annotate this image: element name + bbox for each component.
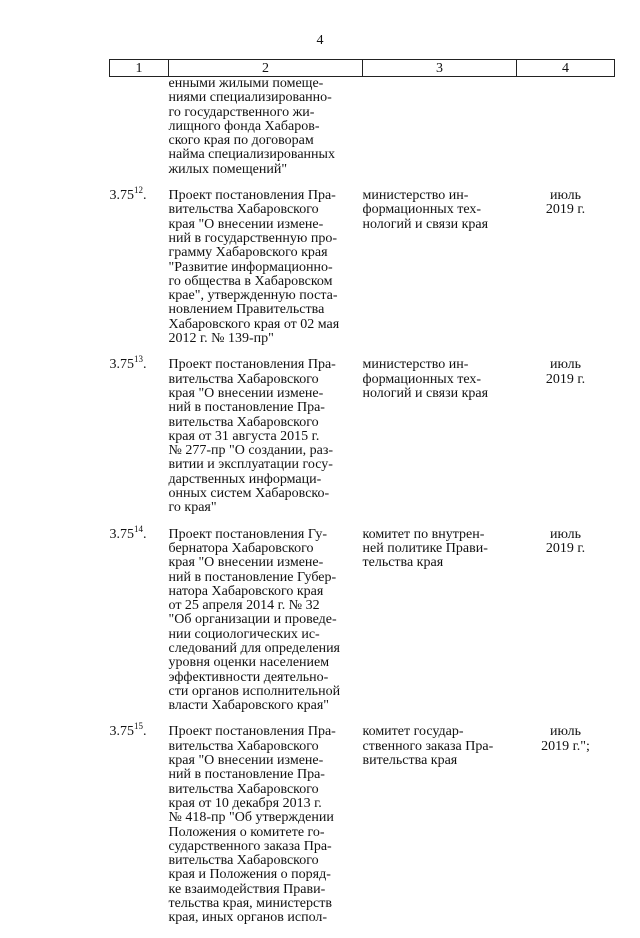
description-line: ний в постановление Пра-: [168, 767, 325, 783]
deadline-line: 2019 г.: [545, 202, 586, 218]
description-line: найма специализированных: [168, 147, 335, 163]
description-line: го государственного жи-: [168, 104, 315, 120]
description-line: края "О внесении измене-: [168, 216, 324, 232]
item-number: [109, 354, 169, 527]
description-line: нии социологических ис-: [168, 626, 320, 642]
description-line: грамму Хабаровского края: [168, 245, 328, 261]
description-line: края "О внесении измене-: [168, 385, 324, 401]
item-number-base: 3.75: [109, 357, 134, 373]
description-line: жилых помещений": [168, 161, 288, 177]
responsible-line: вительства края: [362, 753, 458, 769]
description-line: онных систем Хабаровско-: [168, 486, 330, 502]
responsible-line: нологий и связи края: [362, 216, 489, 232]
item-number-base: 3.75: [109, 526, 134, 542]
table-row: [110, 725, 615, 937]
description-line: края, иных органов испол-: [168, 910, 328, 926]
item-number-suffix: .: [143, 357, 147, 373]
item-number-superscript: 15: [134, 721, 143, 732]
item-number: [109, 721, 169, 937]
description-line: № 418-пр "Об утверждении: [168, 810, 334, 826]
description-line: го общества в Хабаровском: [168, 273, 333, 289]
description-line: ний в постановление Губер-: [168, 569, 337, 585]
item-deadline: [517, 725, 615, 937]
description-line: эффективности деятельно-: [168, 669, 329, 685]
description-line: тельства края, министерств: [168, 896, 332, 912]
continuation-resp-cell: [363, 77, 517, 190]
description-line: края от 31 августа 2015 г.: [168, 428, 320, 444]
description-line: дарственных информаци-: [168, 471, 322, 487]
responsible-line: ней политике Прави-: [362, 540, 488, 556]
continuation-description: [169, 77, 363, 190]
column-header-1: 1: [110, 60, 169, 77]
item-number-base: 3.75: [109, 188, 134, 204]
item-number-base: 3.75: [109, 724, 134, 740]
deadline-line: июль: [550, 526, 581, 542]
description-line: Положения о комитете го-: [168, 824, 325, 840]
description-line: ского края по договорам: [168, 133, 314, 149]
description-line: лищного фонда Хабаров-: [168, 118, 320, 134]
description-line: вительства Хабаровского: [168, 414, 319, 430]
description-line: енными жилыми помеще-: [168, 76, 324, 91]
deadline-line: 2019 г.: [545, 371, 586, 387]
description-line: края "О внесении измене-: [168, 555, 324, 571]
description-line: вительства Хабаровского: [168, 781, 319, 797]
description-line: от 25 апреля 2014 г. № 32: [168, 598, 320, 614]
item-number-superscript: 14: [134, 523, 143, 534]
column-header-3: 3: [363, 60, 517, 77]
continuation-term-cell: [517, 77, 615, 190]
item-number: [109, 185, 169, 358]
description-line: Проект постановления Пра-: [168, 188, 336, 204]
item-description: [169, 189, 363, 358]
item-responsible: [363, 725, 517, 937]
responsible-line: формационных тех-: [362, 371, 482, 387]
description-line: уровня оценки населением: [168, 655, 330, 671]
description-line: Проект постановления Гу-: [168, 526, 328, 542]
table-header-row: [110, 60, 615, 77]
item-description: [169, 528, 363, 726]
item-number: [109, 523, 169, 726]
description-line: власти Хабаровского края": [168, 698, 330, 714]
description-line: новлением Правительства: [168, 302, 325, 318]
description-line: вительства Хабаровского: [168, 202, 319, 218]
responsible-line: тельства края: [362, 555, 444, 571]
description-line: сти органов исполнительной: [168, 683, 341, 699]
plan-table: [109, 59, 615, 938]
description-line: "Об организации и проведе-: [168, 612, 337, 628]
item-number-suffix: .: [143, 188, 147, 204]
item-deadline: [517, 528, 615, 726]
description-line: вительства Хабаровского: [168, 371, 319, 387]
description-line: № 277-пр "О создании, раз-: [168, 443, 334, 459]
item-responsible: [363, 358, 517, 527]
item-number-suffix: .: [143, 526, 147, 542]
deadline-line: 2019 г.: [545, 540, 586, 556]
description-line: края "О внесении измене-: [168, 753, 324, 769]
item-deadline: [517, 358, 615, 527]
description-line: витии и эксплуатации госу-: [168, 457, 333, 473]
item-number-suffix: .: [143, 724, 147, 740]
page-number: 4: [316, 33, 324, 48]
table-row: [110, 189, 615, 358]
description-line: Проект постановления Пра-: [168, 357, 336, 373]
description-line: бернатора Хабаровского: [168, 540, 314, 556]
description-line: ке взаимодействия Прави-: [168, 881, 326, 897]
description-line: сударственного заказа Пра-: [168, 838, 332, 854]
deadline-line: июль: [550, 724, 581, 740]
item-deadline: [517, 189, 615, 358]
description-line: ний в государственную про-: [168, 230, 337, 246]
item-responsible: [363, 189, 517, 358]
table-row: [110, 358, 615, 527]
continuation-row: [110, 77, 615, 190]
item-description: [169, 725, 363, 937]
deadline-line: июль: [550, 357, 581, 373]
deadline-line: июль: [550, 188, 581, 204]
description-line: "Развитие информационно-: [168, 259, 333, 275]
responsible-line: ственного заказа Пра-: [362, 738, 494, 754]
item-responsible: [363, 528, 517, 726]
responsible-line: министерство ин-: [362, 357, 469, 373]
description-line: вительства Хабаровского: [168, 853, 319, 869]
item-number-superscript: 13: [134, 354, 143, 365]
description-line: ний в постановление Пра-: [168, 400, 325, 416]
description-line: края и Положения о поряд-: [168, 867, 331, 883]
description-line: края от 10 декабря 2013 г.: [168, 795, 322, 811]
responsible-line: министерство ин-: [362, 188, 469, 204]
responsible-line: нологий и связи края: [362, 385, 489, 401]
column-header-4: 4: [517, 60, 615, 77]
item-description: [169, 358, 363, 527]
description-line: го края": [168, 500, 217, 516]
description-line: 2012 г. № 139-пр": [168, 331, 274, 347]
description-line: крае", утвержденную поста-: [168, 288, 338, 304]
description-line: вительства Хабаровского: [168, 738, 319, 754]
description-line: натора Хабаровского края: [168, 583, 324, 599]
description-line: Проект постановления Пра-: [168, 724, 336, 740]
responsible-line: комитет по внутрен-: [362, 526, 485, 542]
item-number-superscript: 12: [134, 185, 143, 196]
description-line: следований для определения: [168, 640, 340, 656]
table-body: [110, 77, 615, 938]
description-line: Хабаровского края от 02 мая: [168, 316, 340, 332]
responsible-line: комитет государ-: [362, 724, 464, 740]
continuation-num-cell: [110, 77, 169, 190]
description-line: ниями специализированно-: [168, 90, 332, 106]
deadline-line: 2019 г.";: [541, 738, 590, 754]
column-header-2: 2: [169, 60, 363, 77]
responsible-line: формационных тех-: [362, 202, 482, 218]
table-row: [110, 528, 615, 726]
